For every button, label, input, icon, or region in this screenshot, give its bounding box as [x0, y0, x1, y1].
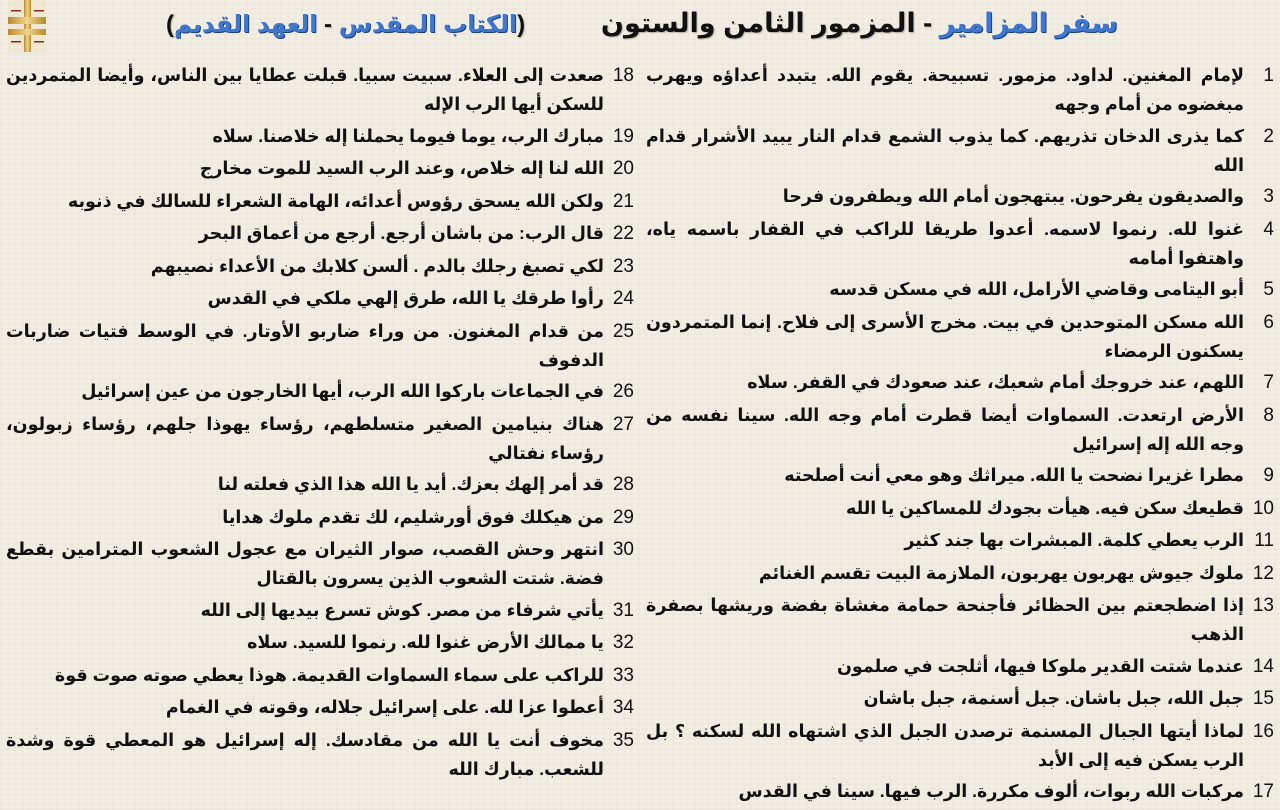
verse-text: لكي تصبغ رجلك بالدم . ألسن كلابك من الأعداء نصيبهم	[150, 255, 604, 276]
verse-text: رأوا طرقك يا الله، طرق إلهي ملكي في القدس	[207, 288, 604, 308]
verse	[6, 122, 634, 151]
verse	[646, 215, 1274, 272]
verse-number: 5	[1263, 279, 1274, 300]
verse	[6, 693, 634, 722]
verse-text: قد أمر إلهك بعزك. أيد يا الله هذا الذي فعلته لنا	[217, 474, 604, 494]
testament-label: العهد القديم	[174, 11, 318, 38]
verse-text: الله مسكن المتوحدين في بيت. مخرج الأسرى إلى فلاح. إنما المتمردون يسكنون الرمضاء	[646, 311, 1244, 361]
subtitle	[166, 10, 525, 39]
verse-text: إذا اضطجعتم بين الحظائر فأجنحة حمامة مغشاة بفضة وريشها بصفرة الذهب	[646, 595, 1244, 644]
verse-number: 2	[1263, 125, 1274, 147]
verse	[6, 726, 634, 783]
verse	[646, 559, 1274, 588]
bible-label: الكتاب المقدس	[338, 11, 518, 38]
verse	[6, 410, 634, 467]
verse-number: 1	[1263, 65, 1274, 86]
page-header	[0, 4, 1280, 48]
verse	[6, 377, 634, 406]
verse-number: 33	[612, 664, 634, 686]
verse-text: مبارك الرب، يوما فيوما يحملنا إله خلاصنا. سلاه	[212, 125, 604, 146]
verse-number: 21	[612, 190, 634, 212]
verse-number: 28	[612, 474, 634, 495]
verse-number: 7	[1263, 372, 1274, 393]
verse-number: 14	[1252, 655, 1274, 677]
verse-number: 9	[1263, 465, 1274, 486]
verse-number: 12	[1252, 562, 1274, 584]
verse	[646, 182, 1274, 211]
verse-text: هناك بنيامين الصغير متسلطهم، رؤساء يهوذا جلهم، رؤساء زبولون، رؤساء نفتالي	[6, 413, 604, 463]
verse	[646, 461, 1274, 490]
verse-number: 25	[612, 320, 634, 342]
verse	[646, 122, 1274, 179]
verse	[6, 535, 634, 592]
verse	[646, 494, 1274, 523]
verse-text: عندما شتت القدير ملوكا فيها، أثلجت في صلمون	[836, 655, 1244, 676]
verse-text: انتهر وحش القصب، صوار الثيران مع عجول الشعوب المترامين بقطع فضة. شتت الشعوب الذين يسرون بالقتال	[6, 539, 604, 588]
verse	[646, 777, 1274, 806]
verse-number: 6	[1263, 311, 1274, 333]
verse	[646, 526, 1274, 555]
verse-text: ولكن الله يسحق رؤوس أعدائه، الهامة الشعراء للسالك في ذنوبه	[67, 190, 604, 211]
verse-number: 34	[612, 697, 634, 718]
verse-number: 8	[1263, 404, 1274, 426]
verse-text: مطرا غزيرا نضحت يا الله. ميراثك وهو معي أنت أصلحته	[784, 465, 1244, 485]
verse-number: 24	[612, 288, 634, 309]
chapter-name: - المزمور الثامن والستون	[600, 8, 933, 38]
book-name: سفر المزامير	[939, 8, 1118, 38]
verse-text: مركبات الله ربوات، ألوف مكررة. الرب فيها. سينا في القدس	[738, 781, 1244, 801]
verse-number: 20	[612, 158, 634, 179]
verses-column-left	[6, 61, 634, 786]
verse-text: يا ممالك الأرض غنوا لله. رنموا للسيد. سلاه	[247, 632, 604, 652]
verse	[6, 252, 634, 281]
verse-text: قطيعك سكن فيه. هيأت بجودك للمساكين يا الله	[845, 497, 1244, 518]
verse-text: مخوف أنت يا الله من مقادسك. إله إسرائيل هو المعطي قوة وشدة للشعب. مبارك الله	[6, 729, 604, 779]
verse	[646, 591, 1274, 648]
verse	[6, 317, 634, 374]
verse-text: غنوا لله. رنموا لاسمه. أعدوا طريقا للراكب في القفار باسمه ياه، واهتفوا أمامه	[646, 218, 1244, 268]
verse-number: 26	[612, 381, 634, 402]
verse	[6, 661, 634, 690]
verse-text: كما يذرى الدخان تذريهم. كما يذوب الشمع قدام النار يبيد الأشرار قدام الله	[646, 125, 1244, 175]
verse-text: في الجماعات باركوا الله الرب، أيها الخارجون من عين إسرائيل	[81, 381, 604, 401]
verse-text: للراكب على سماء السماوات القديمة. هوذا يعطي صوته صوت قوة	[54, 664, 604, 685]
paren-open: (	[517, 11, 526, 38]
verse-text: من هيكلك فوق أورشليم، لك تقدم ملوك هدايا	[222, 506, 604, 527]
verse	[646, 717, 1274, 774]
verse	[6, 628, 634, 657]
verse-text: والصديقون يفرحون. يبتهجون أمام الله ويطفرون فرحا	[782, 186, 1244, 206]
verse-number: 3	[1263, 186, 1274, 207]
verse	[646, 308, 1274, 365]
verse-text: لماذا أيتها الجبال المسنمة ترصدن الجبل الذي اشتهاه الله لسكنه ؟ بل الرب يسكن فيه إلى الأبد	[646, 720, 1244, 770]
verse-text: لإمام المغنين. لداود. مزمور. تسبيحة. يقوم الله. يتبدد أعداؤه ويهرب مبغضوه من أمام وجهه	[646, 65, 1244, 114]
verse-number: 16	[1252, 720, 1274, 742]
verse	[646, 652, 1274, 681]
verse	[6, 61, 634, 118]
verse-text: يأتي شرفاء من مصر. كوش تسرع بيديها إلى الله	[200, 599, 604, 620]
verse-text: الأرض ارتعدت. السماوات أيضا قطرت أمام وجه الله. سينا نفسه من وجه الله إله إسرائيل	[646, 404, 1244, 454]
verse	[6, 187, 634, 216]
verse	[6, 284, 634, 313]
verse-number: 32	[612, 632, 634, 653]
page-title	[601, 8, 1118, 39]
verse-text: أعطوا عزا لله. على إسرائيل جلاله، وقوته في الغمام	[165, 697, 604, 717]
verse	[646, 368, 1274, 397]
verse-text: الرب يعطي كلمة. المبشرات بها جند كثير	[904, 530, 1244, 550]
verse-number: 30	[612, 539, 634, 560]
verse-text: جبل الله، جبل باشان. جبل أسنمة، جبل باشان	[863, 688, 1244, 708]
verse-number: 23	[612, 255, 634, 277]
paren-close: )	[166, 11, 174, 38]
verse-number: 19	[612, 125, 634, 147]
verse	[6, 219, 634, 248]
verse-number: 35	[612, 729, 634, 751]
verse	[646, 275, 1274, 304]
verse-number: 4	[1263, 218, 1274, 240]
verse-number: 29	[612, 506, 634, 528]
verse-text: قال الرب: من باشان أرجع. أرجع من أعماق البحر	[198, 223, 604, 243]
verse	[6, 596, 634, 625]
verse-number: 31	[612, 599, 634, 621]
verse-text: أبو اليتامى وقاضي الأرامل، الله في مسكن قدسه	[829, 279, 1244, 299]
verse	[646, 401, 1274, 458]
verse-text: من قدام المغنون. من وراء ضاربو الأوتار. في الوسط فتيات ضاربات الدفوف	[6, 320, 604, 370]
verse-number: 27	[612, 413, 634, 435]
verse-text: اللهم، عند خروجك أمام شعبك، عند صعودك في القفر. سلاه	[747, 372, 1244, 392]
verse-number: 18	[612, 65, 634, 86]
verse-number: 11	[1254, 530, 1274, 551]
verse-text: صعدت إلى العلاء. سبيت سبيا. قبلت عطايا بين الناس، وأيضا المتمردين للسكن أيها الرب الإله	[6, 65, 604, 114]
verse	[6, 154, 634, 183]
verse-number: 22	[612, 223, 634, 244]
verse	[646, 684, 1274, 713]
verse	[6, 503, 634, 532]
verse	[6, 470, 634, 499]
verse-number: 17	[1252, 781, 1274, 802]
verse-text: ملوك جيوش يهربون يهربون، الملازمة البيت تقسم الغنائم	[758, 562, 1244, 583]
verse-number: 13	[1252, 595, 1274, 616]
verse-number: 10	[1252, 497, 1274, 519]
verse-number: 15	[1252, 688, 1274, 709]
verse-text: الله لنا إله خلاص، وعند الرب السيد للموت مخارج	[199, 158, 604, 178]
dash: -	[317, 11, 339, 38]
verse	[646, 61, 1274, 118]
verses-column-right	[646, 61, 1274, 810]
